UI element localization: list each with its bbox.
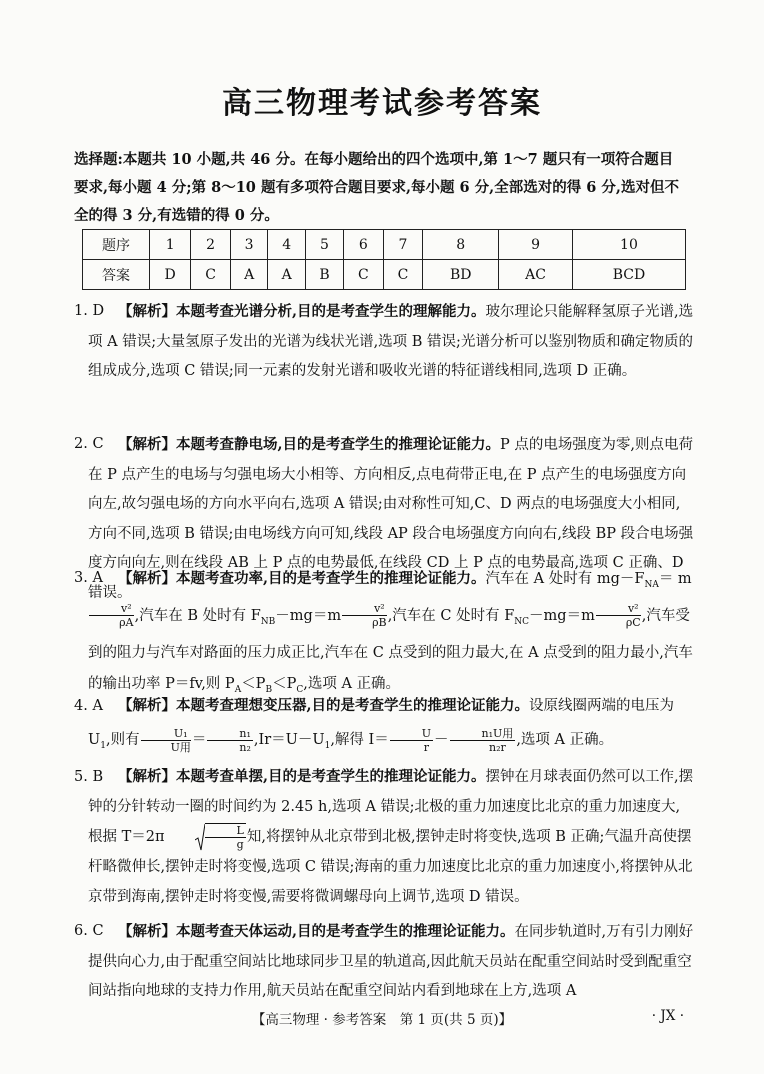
item-body: [88, 563, 694, 706]
question-number-cell: 10: [572, 230, 685, 260]
fraction-denominator: ρA: [119, 616, 134, 630]
fraction: [390, 727, 433, 754]
subscript: NA: [644, 579, 659, 590]
item-text: 摆钟在月球表面仍然可以工作,摆钟的分针转动一圈的时间约为 2.45 h,选项 A 错误;北极的重力加速度比北京的重力加速度大,根据 T＝2π: [88, 769, 694, 845]
answer-cell: C: [191, 260, 231, 290]
question-number-cell: 8: [423, 230, 499, 260]
item-text: ＜P: [241, 675, 266, 692]
item-number: 6. C: [74, 923, 104, 939]
fraction-numerator: v²: [89, 602, 134, 616]
item-text: －mg＝m: [275, 607, 342, 624]
item-text: ＜P: [272, 675, 297, 692]
fraction-numerator: L: [205, 824, 246, 838]
question-number-cell: 1: [150, 230, 191, 260]
question-number-cell: 2: [191, 230, 231, 260]
item-text: P 点的电场强度为零,则点电荷在 P 点产生的电场与匀强电场大小相等、方向相反,点电荷带正电,在 P 点产生的电场强度方向向左,故匀强电场的方向水平向右,选项 A 错误;由对称性可知,C、D 两点的电场强度大小相同,方向不同,选项 B 错误;由电场线方向可知,线段 AP 段合电场强度方向向右,线段 BP 段合电场强度方向向左,则在线段 AB 上 P 点的电势最低,在线段 CD 上 P 点的电势最高,选项 C 正确、D 错误。: [88, 437, 694, 601]
item-lead: 本题考查理想变压器,目的是考查学生的推理论证能力。: [176, 697, 530, 714]
item-text: －: [434, 732, 449, 748]
item-text: 设原线圈两端的电压为: [529, 698, 675, 714]
item-text: ,汽车在 B 处时有 F: [134, 607, 261, 624]
subscript: 1: [100, 740, 106, 751]
fraction-numerator: v²: [342, 602, 387, 616]
fraction-denominator: n₂r: [489, 740, 506, 754]
fraction-numerator: n₁: [207, 727, 253, 741]
solution-item-5: [74, 762, 694, 912]
question-number-cell: 4: [268, 230, 306, 260]
fraction-numerator: U: [390, 727, 433, 741]
fraction-numerator: n₁U用: [450, 727, 516, 741]
instructions-line: 全的得 3 分,有选错的得 0 分。: [74, 207, 279, 224]
item-lead: 本题考查静电场,目的是考查学生的推理论证能力。: [176, 436, 501, 453]
answer-cell: D: [150, 260, 191, 290]
fraction-denominator: r: [423, 740, 430, 754]
subscript: NC: [514, 616, 530, 627]
row-header-answer: 答案: [83, 260, 150, 290]
answer-cell: C: [383, 260, 423, 290]
answer-cell: AC: [499, 260, 573, 290]
fraction-denominator: ρC: [625, 616, 641, 630]
answer-cell: A: [230, 260, 268, 290]
fraction-numerator: U₁: [141, 727, 191, 741]
item-lead: 本题考查天体运动,目的是考查学生的推理论证能力。: [176, 923, 515, 940]
item-number: 1. D: [74, 303, 105, 319]
fraction: [596, 602, 641, 629]
page-title: 高三物理考试参考答案: [222, 86, 542, 121]
item-text: ,解得 I＝: [330, 732, 389, 748]
item-text: ,汽车受到的阻力与汽车对路面的压力成正比,汽车在 C 点受到的阻力最大,在 A 点受到的阻力最小,汽车的输出功率 P＝fv,则 P: [88, 607, 693, 692]
radical-sign-icon: [195, 823, 205, 851]
fraction-denominator: g: [236, 838, 244, 851]
fraction-denominator: U用: [170, 740, 191, 754]
question-number-cell: 3: [230, 230, 268, 260]
analysis-tag: 【解析】: [118, 768, 176, 785]
item-number: 2. C: [74, 436, 104, 452]
item-lead: 本题考查功率,目的是考查学生的推理论证能力。: [176, 570, 486, 587]
item-text: ＝: [658, 571, 674, 587]
square-root: [165, 822, 247, 852]
answer-cell: B: [305, 260, 343, 290]
fraction: [342, 602, 387, 629]
item-text: 在同步轨道时,万有引力刚好提供向心力,由于配重空间站比地球同步卫星的轨道高,因此航天员站在配重空间站时受到配重空间站指向地球的支持力作用,航天员站在配重空间站内看到地球在上方,选项 A: [88, 924, 694, 999]
item-text: ,汽车在 C 处时有 F: [387, 607, 515, 624]
answer-table-number-row: [83, 230, 686, 260]
answer-cell: BCD: [572, 260, 685, 290]
instructions-line: 要求,每小题 4 分;第 8～10 题有多项符合题目要求,每小题 6 分,全部选对的得 6 分,选对但不: [74, 179, 679, 196]
fraction-denominator: ρB: [372, 616, 387, 630]
subscript: B: [265, 684, 273, 695]
fraction-denominator: n₂: [239, 740, 251, 754]
fraction: [141, 727, 191, 754]
item-number: 4. A: [74, 698, 103, 714]
item-lead: 本题考查单摆,目的是考查学生的推理论证能力。: [176, 768, 486, 785]
row-header-number: 题序: [83, 230, 150, 260]
analysis-tag: 【解析】: [118, 923, 176, 940]
item-lead: 本题考查光谱分析,目的是考查学生的理解能力。: [176, 303, 486, 320]
question-number-cell: 5: [305, 230, 343, 260]
answer-cell: BD: [423, 260, 499, 290]
instructions: [74, 146, 696, 230]
item-text: ,则有: [105, 732, 140, 748]
item-body: [88, 917, 694, 1007]
answer-cell: C: [344, 260, 384, 290]
item-text: ＝: [191, 732, 207, 748]
analysis-tag: 【解析】: [118, 303, 176, 320]
item-body: [88, 689, 694, 763]
page-footer: [0, 1008, 764, 1028]
item-text: 汽车在 A 处时有 mg－F: [485, 571, 645, 587]
fraction: [207, 727, 253, 754]
item-text: ,选项 A 正确。: [516, 732, 614, 748]
analysis-tag: 【解析】: [118, 570, 176, 587]
question-number-cell: 9: [499, 230, 573, 260]
analysis-tag: 【解析】: [118, 697, 176, 714]
solution-item-6: [74, 917, 694, 1007]
item-number: 3. A: [74, 570, 103, 586]
item-text: －mg＝m: [529, 607, 595, 624]
footer-page-info: 【高三物理 · 参考答案 第 1 页(共 5 页)】: [251, 1012, 513, 1028]
answer-table-answer-row: [83, 260, 686, 290]
footer-code: · JX ·: [651, 1008, 684, 1024]
fraction-numerator: v²: [596, 602, 641, 616]
solution-item-1: [74, 297, 694, 387]
fraction: [89, 602, 134, 629]
answer-cell: A: [268, 260, 306, 290]
answer-table: [82, 229, 686, 290]
item-body: [88, 762, 694, 912]
item-text: U: [88, 732, 101, 748]
subscript: A: [234, 684, 242, 695]
analysis-tag: 【解析】: [118, 436, 176, 453]
subscript: C: [296, 684, 304, 695]
subscript: 1: [324, 740, 331, 751]
solution-item-4: [74, 689, 694, 763]
math-symbol: m: [677, 571, 692, 587]
item-text: ,选项 A 正确。: [303, 675, 401, 692]
instructions-line: 选择题:本题共 10 小题,共 46 分。在每小题给出的四个选项中,第 1～7 题只有一项符合题目: [74, 151, 674, 168]
item-body: [88, 297, 694, 387]
fraction: [450, 727, 516, 754]
question-number-cell: 6: [344, 230, 384, 260]
item-number: 5. B: [74, 769, 104, 785]
item-text: ,Ir＝U－U: [253, 732, 325, 748]
item-text: 玻尔理论只能解释氢原子光谱,选项 A 错误;大量氢原子发出的光谱为线状光谱,选项 B 错误;光谱分析可以鉴别物质和确定物质的组成成分,选项 C 错误;同一元素的发射光谱和吸收光谱的特征谱线相同,选项 D 正确。: [88, 304, 694, 379]
fraction: [205, 823, 246, 851]
item-text: 知,将摆钟从北京带到北极,摆钟走时将变快,选项 B 正确;气温升高使摆杆略微伸长,摆钟走时将变慢,选项 C 错误;海南的重力加速度比北京的重力加速度小,将摆钟从北京带到海南,摆钟走时将变慢,需要将微调螺母向上调节,选项 D 错误。: [88, 829, 693, 905]
subscript: NB: [260, 616, 276, 627]
question-number-cell: 7: [383, 230, 423, 260]
